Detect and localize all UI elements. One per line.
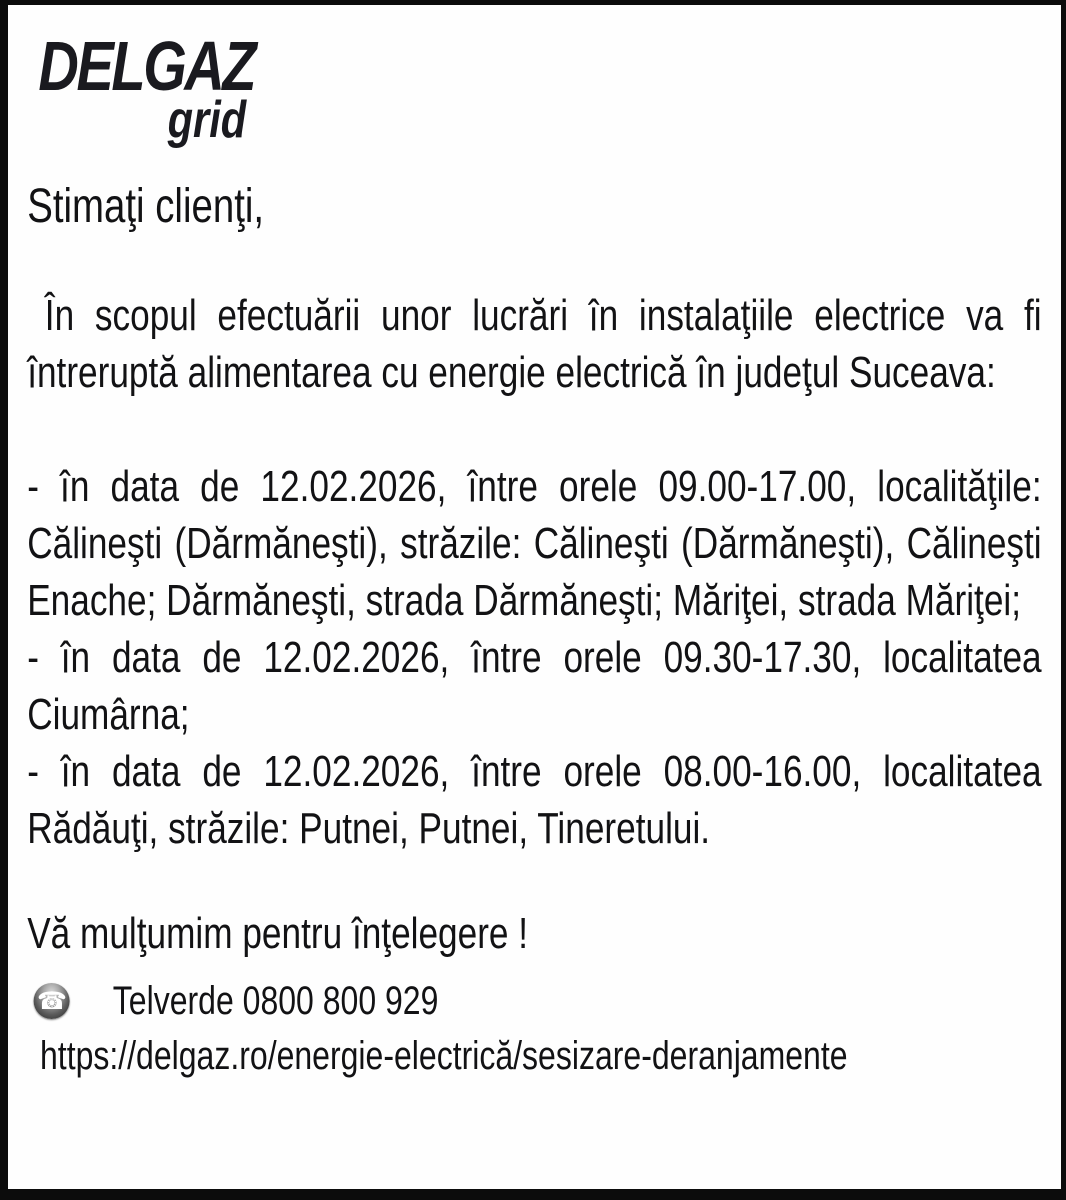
logo-wordmark: DELGAZ — [38, 27, 255, 105]
telephone-glyph: ☎ — [36, 987, 67, 1015]
outage-item: - în data de 12.02.2026, între orele 09.30-17.30, localitatea Ciumârna; — [27, 633, 1042, 739]
footer-phone-row — [27, 978, 1041, 1024]
closing-text: Vă mulţumim pentru înţelegere ! — [27, 909, 529, 958]
phone-label: Telverde 0800 800 929 — [112, 979, 439, 1023]
outage-list — [27, 458, 1041, 857]
telephone-icon — [34, 983, 70, 1019]
logo-subtitle: grid — [167, 91, 247, 149]
website-url: https://delgaz.ro/energie-electrică/sesizare-deranjamente — [40, 1034, 848, 1078]
outage-item: - în data de 12.02.2026, între orele 09.00-17.00, localităţile: Călineşti (Dărmăneşti), străzile: Călineşti (Dărmăneşti), Călineşti Enache; Dărmăneşti, strada Dărmăneşti; Măriţei, strada Măriţei; — [27, 462, 1042, 625]
outage-item: - în data de 12.02.2026, între orele 08.00-16.00, localitatea Rădăuţi, străzile: Putnei, Putnei, Tineretului. — [27, 747, 1042, 853]
intro-paragraph: În scopul efectuării unor lucrări în instalaţiile electrice va fi întreruptă alimentarea cu energie electrică în judeţul Suceava: — [27, 291, 1042, 397]
greeting-text: Stimaţi clienţi, — [27, 180, 265, 233]
delgaz-grid-logo — [38, 27, 255, 149]
